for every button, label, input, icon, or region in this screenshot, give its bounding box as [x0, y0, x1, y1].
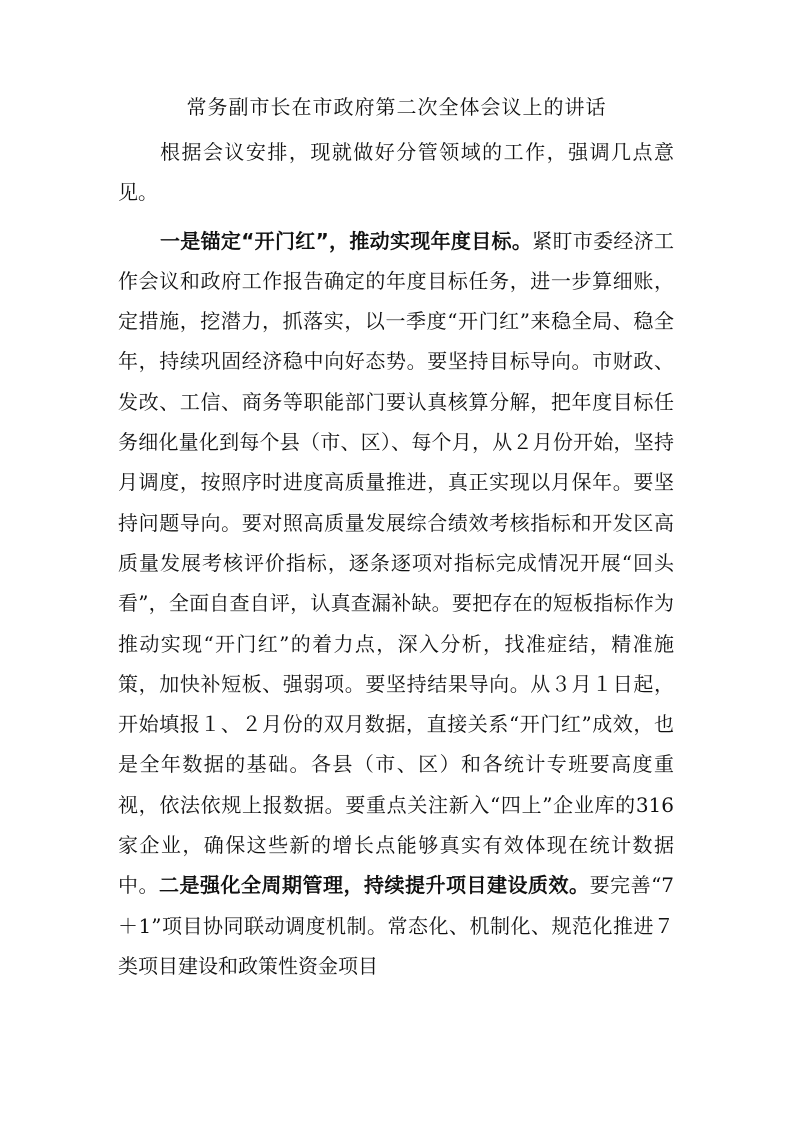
document-body [118, 132, 674, 986]
section1-heading: 一是锚定“开门红”，推动实现年度目标。 [160, 228, 533, 253]
section2-text: 要完善“7＋1”项目协同联动调度机制。常态化、机制化、规范化推进７类项目建设和政策性资金项目 [118, 873, 675, 978]
intro-text: 根据会议安排，现就做好分管领域的工作，强调几点意见。 [118, 140, 674, 205]
section2-heading: 二是强化全周期管理，持续提升项目建设质效。 [159, 873, 590, 898]
intro-paragraph [118, 132, 674, 213]
main-paragraph [118, 221, 674, 987]
document-title: 常务副市长在市政府第二次全体会议上的讲话 [186, 95, 607, 119]
section1-text: 紧盯市委经济工作会议和政府工作报告确定的年度目标任务，进一步算细账，定措施，挖潜力，抓落实，以一季度“开门红”来稳全局、稳全年，持续巩固经济稳中向好态势。要坚持目标导向。市财政、发改、工信、商务等职能部门要认真核算分解，把年度目标任务细化量化到每个县（市、区）、每个月，从２月份开始，坚持月调度，按照序时进度高质量推进，真正实现以月保年。要坚持问题导向。要对照高质量发展综合绩效考核指标和开发区高质量发展考核评价指标，逐条逐项对指标完成情况开展“回头看”，全面自查自评，认真查漏补缺。要把存在的短板指标作为推动实现“开门红”的着力点，深入分析，找准症结，精准施策，加快补短板、强弱项。要坚持结果导向。从３月１日起，开始填报１、２月份的双月数据，直接关系“开门红”成效，也是全年数据的基础。各县（市、区）和各统计专班要高度重视，依法依规上报数据。要重点关注新入“四上”企业库的316家企业，确保这些新的增长点能够真实有效体现在统计数据中。 [118, 228, 675, 898]
